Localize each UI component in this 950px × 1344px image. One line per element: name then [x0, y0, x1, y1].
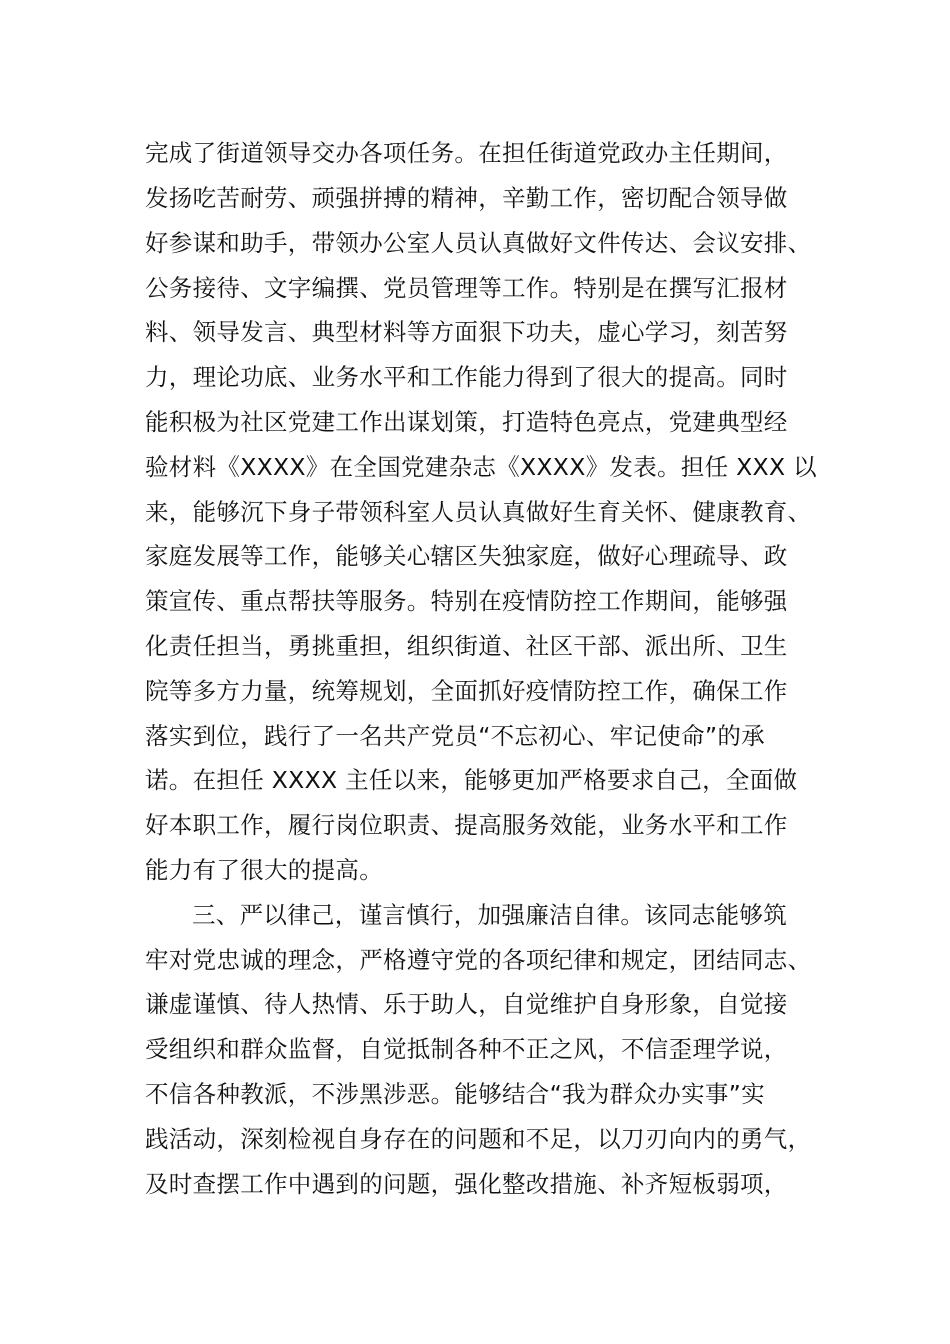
text-line: 谦虚谨慎、待人热情、乐于助人，自觉维护自身形象，自觉接: [145, 990, 788, 1018]
text-line: 不信各种教派，不涉黑涉恶。能够结合“我为群众办实事”实: [145, 1080, 765, 1108]
text-line: 料、领导发言、典型材料等方面狠下功夫，虚心学习，刻苦努: [145, 318, 788, 346]
text-line: 家庭发展等工作，能够关心辖区失独家庭，做好心理疏导、政: [145, 542, 788, 570]
text-line: 发扬吃苦耐劳、顽强拼搏的精神，辛勤工作，密切配合领导做: [145, 184, 788, 212]
text-line: 牢对党忠诚的理念，严格遵守党的各项纪律和规定，团结同志、: [145, 946, 812, 974]
text-line: 能积极为社区党建工作出谋划策，打造特色亮点，党建典型经: [145, 408, 788, 436]
text-line: 诺。在担任 XXXX 主任以来，能够更加严格要求自己，全面做: [145, 766, 798, 794]
text-line: 院等多方力量，统筹规划，全面抓好疫情防控工作，确保工作: [145, 677, 788, 705]
text-line: 完成了街道领导交办各项任务。在担任街道党政办主任期间，: [145, 139, 788, 167]
text-line: 践活动，深刻检视自身存在的问题和不足，以刀刃向内的勇气，: [145, 1125, 812, 1153]
text-line: 来，能够沉下身子带领科室人员认真做好生育关怀、健康教育、: [145, 498, 812, 526]
text-line: 及时查摆工作中遇到的问题，强化整改措施、补齐短板弱项，: [145, 1170, 788, 1198]
text-line: 力，理论功底、业务水平和工作能力得到了很大的提高。同时: [145, 363, 788, 391]
text-line: 好参谋和助手，带领办公室人员认真做好文件传达、会议安排、: [145, 229, 812, 257]
text-line: 好本职工作，履行岗位职责、提高服务效能，业务水平和工作: [145, 811, 788, 839]
text-line: 公务接待、文字编撰、党员管理等工作。特别是在撰写汇报材: [145, 274, 788, 302]
text-line: 验材料《XXXX》在全国党建杂志《XXXX》发表。担任 XXX 以: [145, 453, 817, 481]
text-line: 策宣传、重点帮扶等服务。特别在疫情防控工作期间，能够强: [145, 587, 788, 615]
text-line: 受组织和群众监督，自觉抵制各种不正之风，不信歪理学说，: [145, 1035, 788, 1063]
paragraph-first-line: 三、严以律己，谨言慎行，加强廉洁自律。该同志能够筑: [192, 901, 787, 929]
text-line: 能力有了很大的提高。: [145, 856, 383, 884]
text-line: 落实到位，践行了一名共产党员“不忘初心、牢记使命”的承: [145, 722, 765, 750]
text-line: 化责任担当，勇挑重担，组织街道、社区干部、派出所、卫生: [145, 632, 788, 660]
